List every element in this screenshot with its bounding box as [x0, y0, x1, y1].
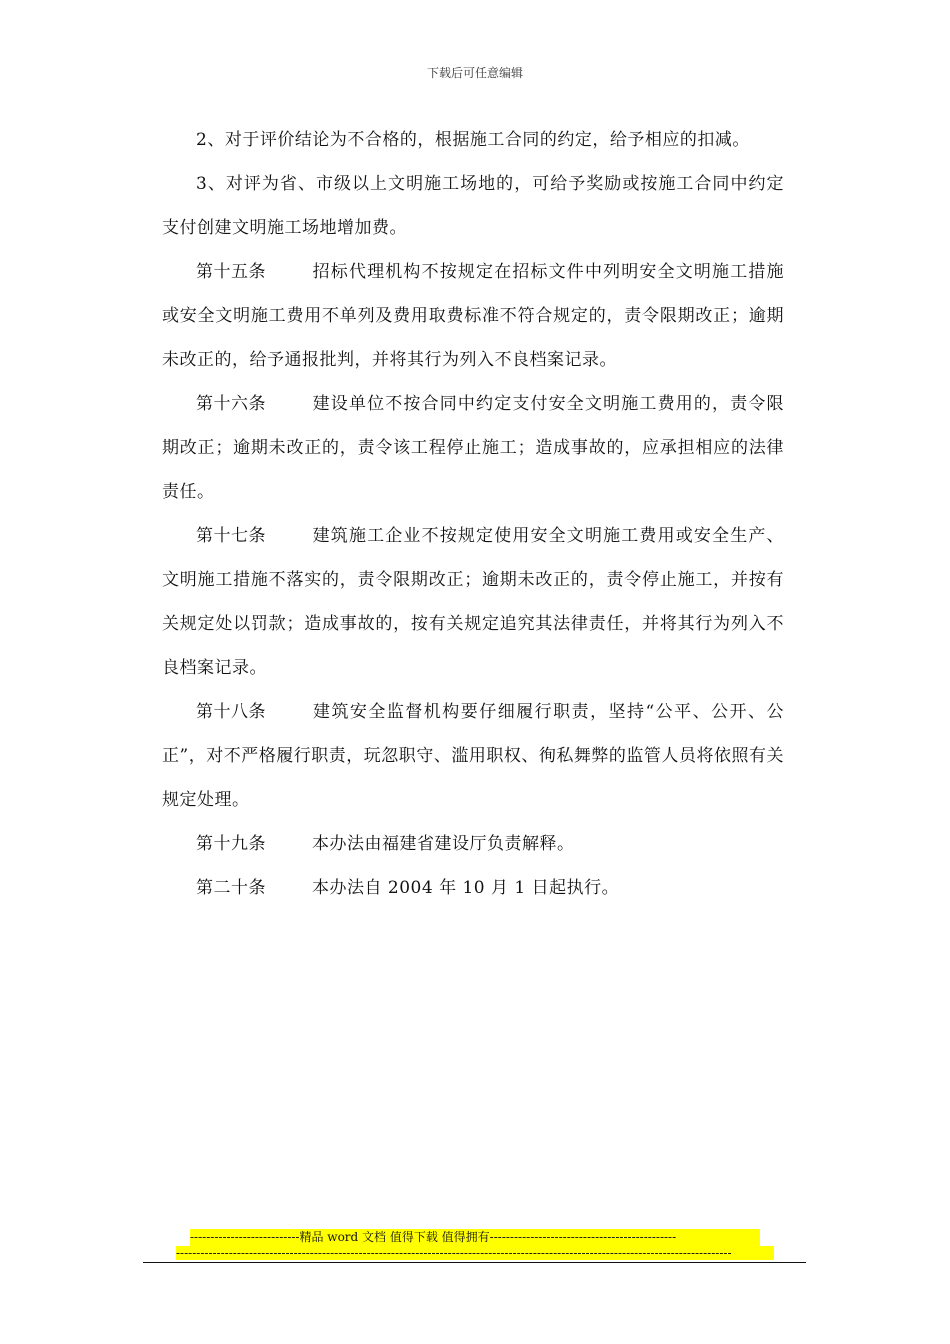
paragraph-text: 3、对评为省、市级以上文明施工场地的，可给予奖励或按施工合同中约定支付创建文明施工场地增加费。	[162, 174, 784, 238]
article-text: 本办法由福建省建设厅负责解释。	[312, 834, 575, 854]
article-label: 第二十条	[196, 878, 266, 898]
footer-rule	[143, 1262, 806, 1263]
article-18	[162, 690, 784, 822]
article-19	[162, 822, 784, 866]
article-text: 建筑安全监督机构要仔细履行职责，坚持“公平、公开、公正”，对不严格履行职责，玩忽职守、滥用职权、徇私舞弊的监管人员将依照有关规定处理。	[162, 702, 784, 810]
paragraph-reward	[162, 162, 784, 250]
article-text: 本办法自 2004 年 10 月 1 日起执行。	[312, 878, 620, 898]
article-label: 第十五条	[196, 262, 266, 282]
article-text: 建筑施工企业不按规定使用安全文明施工费用或安全生产、文明施工措施不落实的，责令限期改正；逾期未改正的，责令停止施工，并按有关规定处以罚款；造成事故的，按有关规定追究其法律责任，并将其行为列入不良档案记录。	[162, 526, 784, 678]
article-label: 第十七条	[196, 526, 266, 546]
document-body	[162, 118, 784, 910]
paragraph-deduction	[162, 118, 784, 162]
article-text: 建设单位不按合同中约定支付安全文明施工费用的，责令限期改正；逾期未改正的，责令该工程停止施工；造成事故的，应承担相应的法律责任。	[162, 394, 784, 502]
article-text: 招标代理机构不按规定在招标文件中列明安全文明施工措施或安全文明施工费用不单列及费用取费标准不符合规定的，责令限期改正；逾期未改正的，给予通报批判，并将其行为列入不良档案记录。	[162, 262, 784, 370]
header-note: 下载后可任意编辑	[426, 66, 523, 80]
paragraph-text: 2、对于评价结论为不合格的，根据施工合同的约定，给予相应的扣减。	[196, 130, 750, 150]
footer-banner: ---------------------------精品 word 文档 值得下载 值得拥有----------------------------------------------	[190, 1229, 760, 1246]
article-label: 第十六条	[196, 394, 266, 414]
article-20	[162, 866, 784, 910]
footer-dash-line: -----------------------------------------------------------------------------------------------------------------------------------------	[176, 1246, 774, 1260]
article-17	[162, 514, 784, 690]
article-15	[162, 250, 784, 382]
article-16	[162, 382, 784, 514]
article-label: 第十九条	[196, 834, 266, 854]
article-label: 第十八条	[196, 702, 266, 722]
